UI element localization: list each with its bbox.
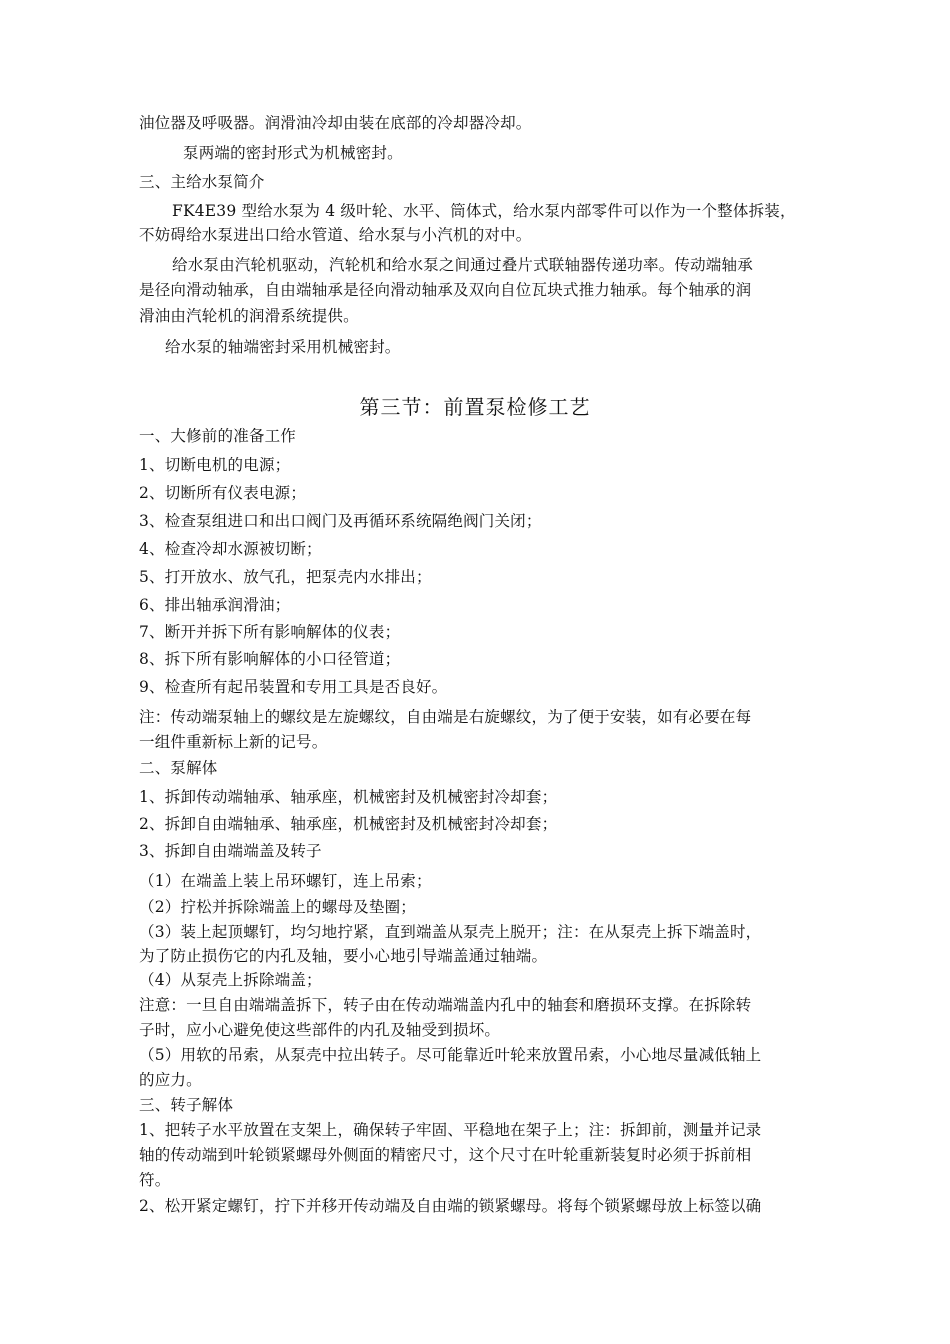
list-item: 7、断开并拆下所有影响解体的仪表； — [139, 623, 401, 641]
list-item: 2、松开紧定螺钉，拧下并移开传动端及自由端的锁紧螺母。将每个锁紧螺母放上标签以确 — [139, 1197, 762, 1215]
section-heading: 三、主给水泵简介 — [139, 173, 265, 191]
section-heading: 二、泵解体 — [139, 759, 218, 777]
note-line: 注意：一旦自由端端盖拆下，转子由在传动端端盖内孔中的轴套和磨损环支撑。在拆除转 — [139, 996, 752, 1014]
chapter-title: 第三节：前置泵检修工艺 — [359, 395, 591, 419]
sub-item: 为了防止损伤它的内孔及轴，要小心地引导端盖通过轴端。 — [139, 947, 548, 965]
list-item: 2、切断所有仪表电源； — [139, 484, 307, 502]
note-line: 子时，应小心避免使这些部件的内孔及轴受到损坏。 — [139, 1021, 501, 1039]
list-item: 符。 — [139, 1171, 171, 1189]
text-line: 给水泵由汽轮机驱动，汽轮机和给水泵之间通过叠片式联轴器传递功率。传动端轴承 — [172, 256, 753, 274]
text-line: 给水泵的轴端密封采用机械密封。 — [165, 338, 401, 356]
sub-item: （4）从泵壳上拆除端盖； — [139, 971, 322, 989]
list-item: 9、检查所有起吊装置和专用工具是否良好。 — [139, 678, 448, 696]
list-item: 1、把转子水平放置在支架上，确保转子牢固、平稳地在架子上；注：拆卸前，测量并记录 — [139, 1121, 762, 1139]
note-line: 注：传动端泵轴上的螺纹是左旋螺纹，自由端是右旋螺纹，为了便于安装，如有必要在每 — [139, 708, 752, 726]
list-item: 轴的传动端到叶轮锁紧螺母外侧面的精密尺寸，这个尺寸在叶轮重新装复时必须于拆前相 — [139, 1146, 752, 1164]
text-line: 滑油由汽轮机的润滑系统提供。 — [139, 307, 359, 325]
list-item: 3、检查泵组进口和出口阀门及再循环系统隔绝阀门关闭； — [139, 512, 542, 530]
list-item: 4、检查冷却水源被切断； — [139, 540, 322, 558]
list-item: 1、切断电机的电源； — [139, 456, 291, 474]
list-item: 1、拆卸传动端轴承、轴承座，机械密封及机械密封冷却套； — [139, 788, 558, 806]
list-item: 8、拆下所有影响解体的小口径管道； — [139, 650, 401, 668]
text-line: FK4E39 型给水泵为 4 级叶轮、水平、筒体式，给水泵内部零件可以作为一个整体拆装， — [172, 202, 796, 220]
sub-item: （2）拧松并拆除端盖上的螺母及垫圈； — [139, 898, 416, 916]
sub-item: （5）用软的吊索，从泵壳中拉出转子。尽可能靠近叶轮来放置吊索，小心地尽量减低轴上 — [139, 1046, 762, 1064]
sub-item: 的应力。 — [139, 1071, 202, 1089]
section-heading: 三、转子解体 — [139, 1096, 234, 1114]
text-line: 是径向滑动轴承，自由端轴承是径向滑动轴承及双向自位瓦块式推力轴承。每个轴承的润 — [139, 281, 752, 299]
list-item: 2、拆卸自由端轴承、轴承座，机械密封及机械密封冷却套； — [139, 815, 558, 833]
text-line: 泵两端的密封形式为机械密封。 — [183, 144, 403, 162]
note-line: 一组件重新标上新的记号。 — [139, 733, 328, 751]
section-heading: 一、大修前的准备工作 — [139, 427, 297, 445]
sub-item: （1）在端盖上装上吊环螺钉，连上吊索； — [139, 872, 432, 890]
list-item: 5、打开放水、放气孔，把泵壳内水排出； — [139, 568, 432, 586]
list-item: 3、拆卸自由端端盖及转子 — [139, 842, 322, 860]
text-line: 不妨碍给水泵进出口给水管道、给水泵与小汽机的对中。 — [139, 226, 532, 244]
text-line: 油位器及呼吸器。润滑油冷却由装在底部的冷却器冷却。 — [139, 114, 532, 132]
sub-item: （3）装上起顶螺钉，均匀地拧紧，直到端盖从泵壳上脱开；注：在从泵壳上拆下端盖时， — [139, 923, 762, 941]
list-item: 6、排出轴承润滑油； — [139, 596, 291, 614]
